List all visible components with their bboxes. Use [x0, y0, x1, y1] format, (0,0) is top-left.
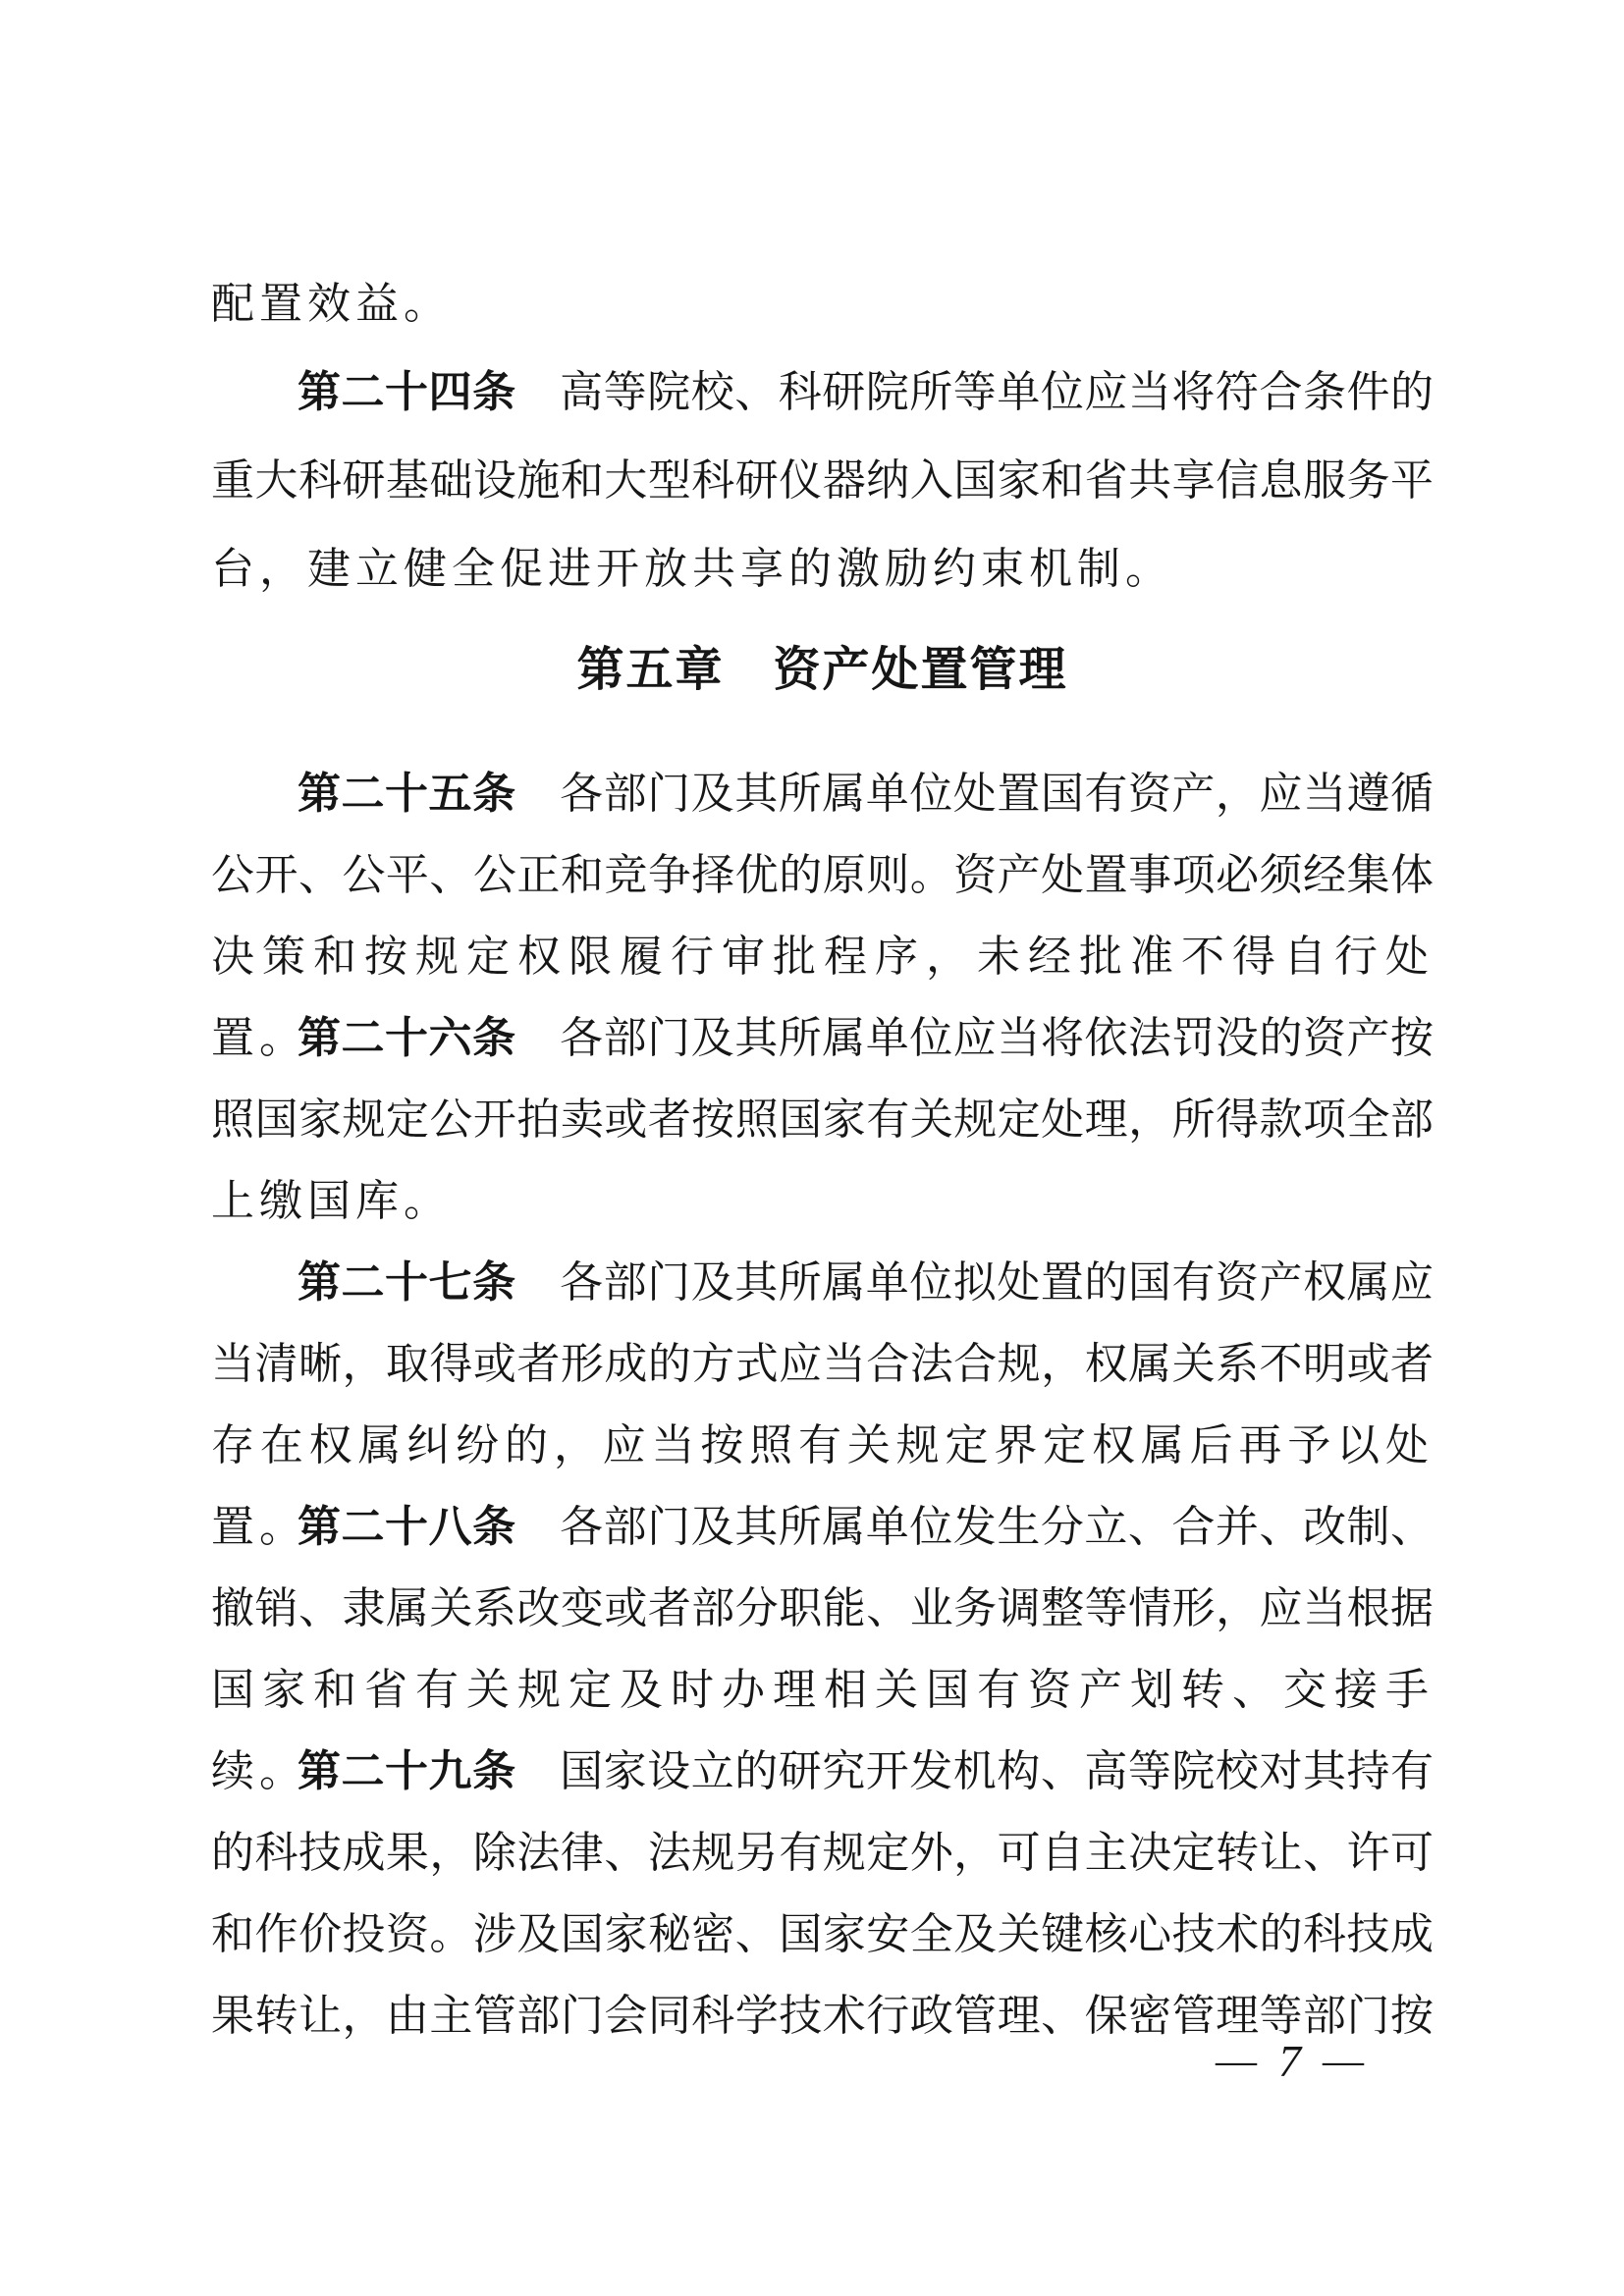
text-line: 台，建立健全促进开放共享的激励约束机制。: [211, 545, 1173, 593]
article-number: 第二十七条: [298, 1258, 516, 1307]
text-line: 和作价投资。涉及国家秘密、国家安全及关键核心技术的科技成: [211, 1910, 1434, 1958]
text-line: 决策和按规定权限履行审批程序，未经批准不得自行处置。: [211, 933, 1434, 1062]
text-line: 果转让，由主管部门会同科学技术行政管理、保密管理等部门按: [211, 1992, 1434, 2040]
paragraph: [211, 997, 1434, 1242]
text-line: 上缴国库。: [211, 1177, 452, 1225]
paragraph: [211, 348, 1434, 614]
text-line: 撤销、隶属关系改变或者部分职能、业务调整等情形，应当根据: [211, 1584, 1434, 1632]
paragraph: [211, 260, 1434, 348]
text-line: 重大科研基础设施和大型科研仪器纳入国家和省共享信息服务平: [211, 456, 1434, 505]
text-line: 第二十六条 各部门及其所属单位应当将依法罚没的资产按: [298, 1014, 1435, 1062]
footer-dash-left: —: [1216, 2039, 1257, 2084]
chapter-heading: 第五章 资产处置管理: [576, 644, 1068, 696]
text-line: 公开、公平、公正和竞争择优的原则。资产处置事项必须经集体: [211, 851, 1434, 899]
text-line: 的科技成果，除法律、法规另有规定外，可自主决定转让、许可: [211, 1829, 1434, 1877]
text-line: 第二十五条 各部门及其所属单位处置国有资产，应当遵循: [298, 770, 1435, 818]
paragraph: [211, 1731, 1434, 2056]
page-number-value: 7: [1278, 2036, 1301, 2086]
article-number: 第二十八条: [298, 1503, 516, 1551]
page-number: [1216, 2034, 1364, 2089]
text-line: 照国家规定公开拍卖或者按照国家有关规定处理，所得款项全部: [211, 1095, 1434, 1144]
text-line: 第二十八条 各部门及其所属单位发生分立、合并、改制、: [298, 1503, 1435, 1551]
text-line: 配置效益。: [211, 280, 452, 328]
text-line: 存在权属纠纷的，应当按照有关规定界定权属后再予以处置。: [211, 1421, 1434, 1551]
text-line: 当清晰，取得或者形成的方式应当合法合规，权属关系不明或者: [211, 1340, 1434, 1388]
article-number: 第二十五条: [298, 770, 516, 818]
document-body: [211, 260, 1434, 2056]
text-line: 国家和省有关规定及时办理相关国有资产划转、交接手续。: [211, 1666, 1434, 1795]
article-number: 第二十六条: [298, 1014, 516, 1062]
article-number: 第二十九条: [298, 1747, 516, 1795]
footer-dash-right: —: [1323, 2039, 1364, 2084]
text-line: 第二十七条 各部门及其所属单位拟处置的国有资产权属应: [298, 1258, 1435, 1307]
text-line: 第二十九条 国家设立的研究开发机构、高等院校对其持有: [298, 1747, 1435, 1795]
article-number: 第二十四条: [298, 368, 516, 416]
text-line: 第二十四条 高等院校、科研院所等单位应当将符合条件的: [298, 368, 1435, 416]
